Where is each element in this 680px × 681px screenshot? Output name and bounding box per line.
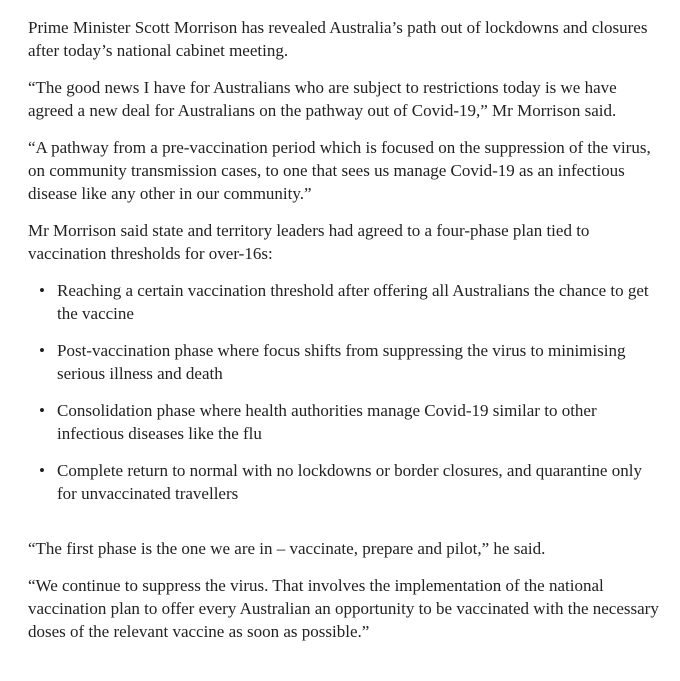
paragraph-quote-good-news: “The good news I have for Australians who are subject to restrictions today is we have agreed a new deal for Australians on the pathway out of Covid-19,” Mr Morrison said. [28, 78, 617, 120]
paragraph-suppress-virus: “We continue to suppress the virus. That involves the implementation of the national vaccination plan to offer every Australian an opportunity to be vaccinated with the necessary doses of the relevant vaccine as soon as possible.” [28, 576, 659, 641]
list-item: • Consolidation phase where health authorities manage Covid-19 similar to other infectious diseases like the flu [57, 399, 664, 445]
paragraph-four-phase-plan: Mr Morrison said state and territory leaders had agreed to a four-phase plan tied to vaccination thresholds for over-16s: [28, 221, 590, 263]
paragraph-quote-pathway: “A pathway from a pre-vaccination period which is focused on the suppression of the virus, on community transmission cases, to one that sees us manage Covid-19 as an infectious disease like any other in our community.” [28, 138, 651, 203]
phase-list [28, 279, 664, 505]
paragraph-intro: Prime Minister Scott Morrison has revealed Australia’s path out of lockdowns and closures after today’s national cabinet meeting. [28, 18, 648, 60]
list-item: • Complete return to normal with no lockdowns or border closures, and quarantine only for unvaccinated travellers [57, 459, 664, 505]
list-item: • Reaching a certain vaccination threshold after offering all Australians the chance to get the vaccine [57, 279, 664, 325]
paragraph-first-phase: “The first phase is the one we are in – vaccinate, prepare and pilot,” he said. [28, 539, 546, 558]
list-item: • Post-vaccination phase where focus shifts from suppressing the virus to minimising serious illness and death [57, 339, 664, 385]
